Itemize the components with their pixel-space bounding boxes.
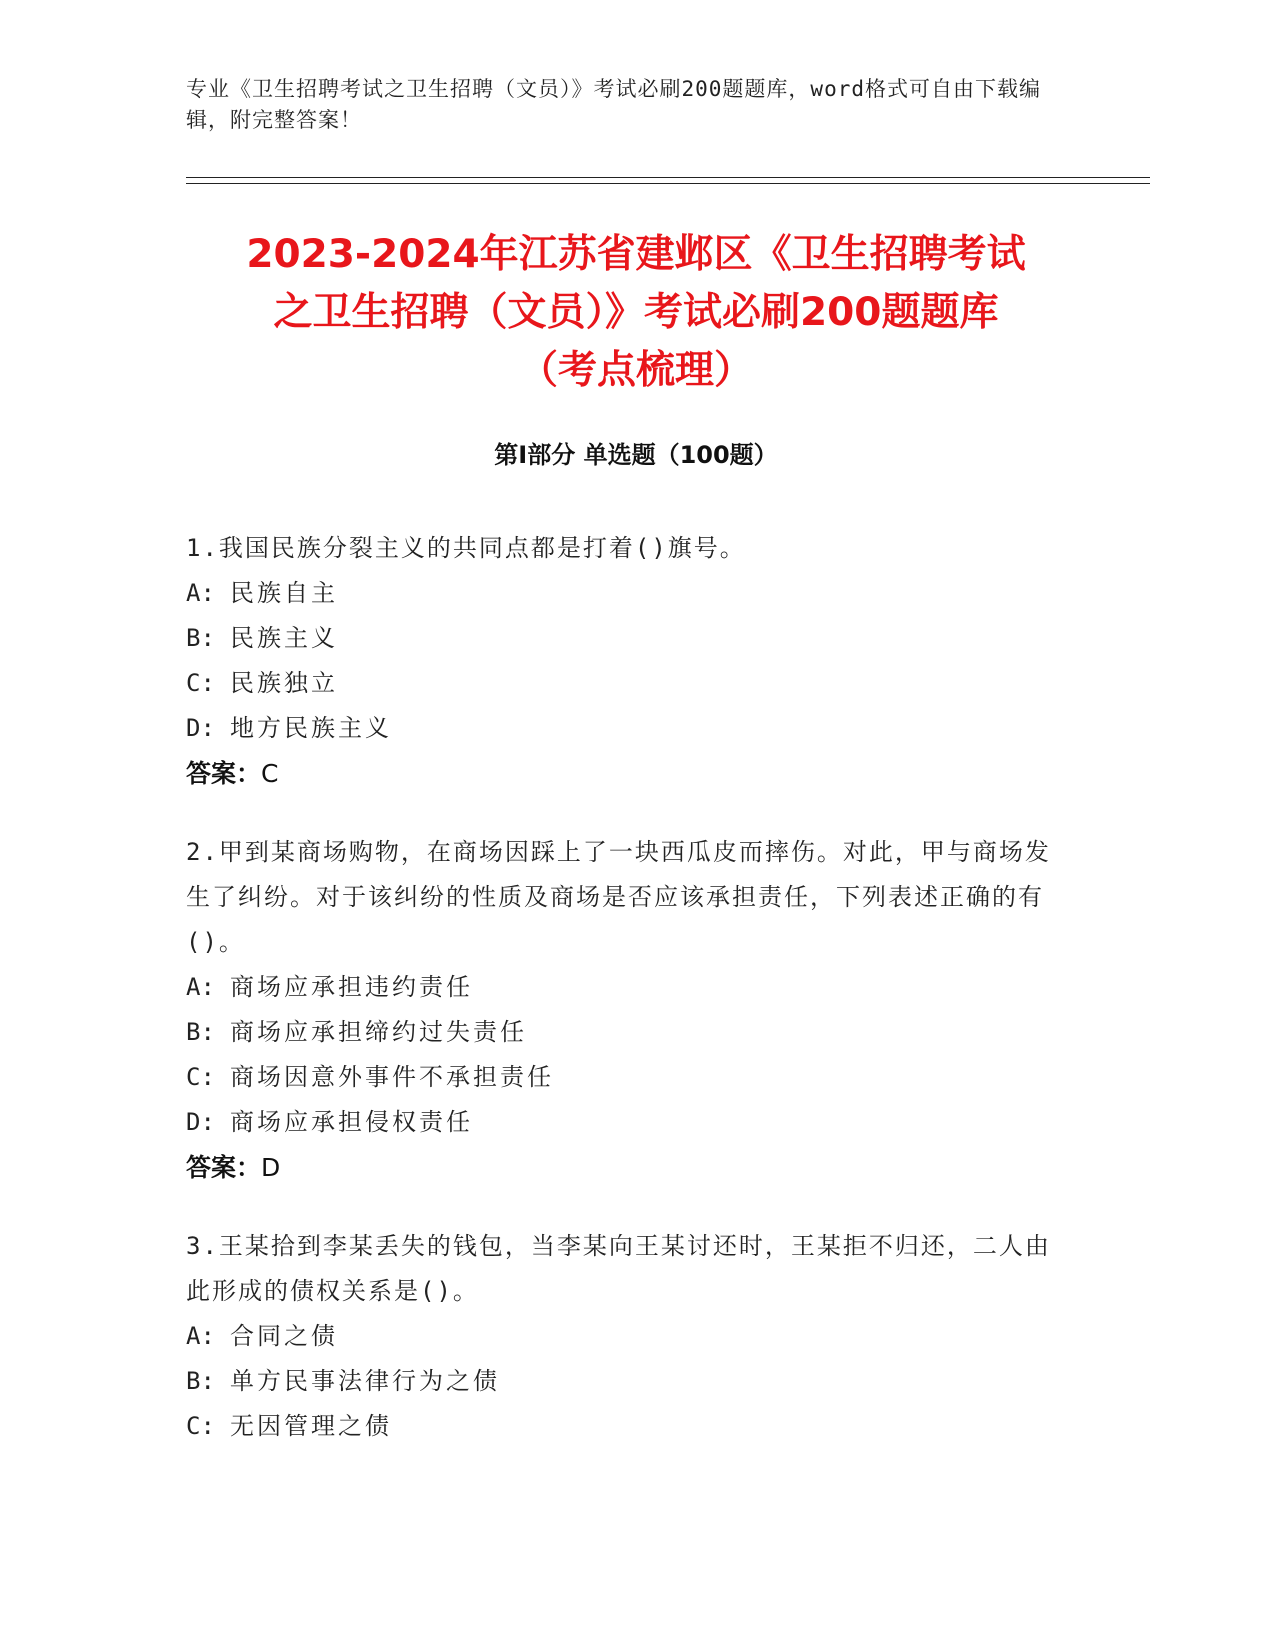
header-rule-top	[186, 177, 1150, 178]
option-key: C:	[186, 1412, 215, 1440]
option-c	[186, 1404, 1056, 1449]
header-note: 专业《卫生招聘考试之卫生招聘（文员）》考试必刷200题题库，word格式可自由下载编辑，附完整答案！	[186, 77, 1041, 132]
document-title	[186, 226, 1086, 400]
option-c	[186, 1055, 1056, 1100]
option-text: 地方民族主义	[230, 714, 392, 742]
question-stem: 1.我国民族分裂主义的共同点都是打着()旗号。	[186, 534, 746, 562]
option-a	[186, 1314, 1056, 1359]
option-key: B:	[186, 624, 215, 652]
answer-value: D	[261, 1153, 281, 1182]
header-rule-bottom	[186, 183, 1150, 184]
option-b	[186, 616, 1056, 661]
option-key: C:	[186, 1063, 215, 1091]
answer-label: 答案：	[186, 759, 262, 788]
option-key: B:	[186, 1018, 215, 1046]
answer-label: 答案：	[186, 1153, 262, 1182]
option-key: C:	[186, 669, 215, 697]
question-stem: 3.王某拾到李某丢失的钱包，当李某向王某讨还时，王某拒不归还，二人由此形成的债权关系是()。	[186, 1232, 1051, 1305]
question-stem: 2.甲到某商场购物，在商场因踩上了一块西瓜皮而摔伤。对此，甲与商场发生了纠纷。对于该纠纷的性质及商场是否应该承担责任，下列表述正确的有()。	[186, 838, 1051, 956]
title-line-1: 2023-2024年江苏省建邺区《卫生招聘考试	[246, 232, 1026, 277]
section-title: 第Ⅰ部分 单选题（100题）	[494, 441, 778, 469]
option-text: 民族主义	[230, 624, 338, 652]
question-1	[186, 526, 1056, 796]
question-list	[186, 526, 1056, 1483]
answer-line	[186, 1145, 1056, 1190]
option-text: 单方民事法律行为之债	[230, 1367, 500, 1395]
option-d	[186, 1100, 1056, 1145]
option-a	[186, 965, 1056, 1010]
question-3	[186, 1224, 1056, 1449]
title-line-2: 之卫生招聘（文员）》考试必刷200题题库	[273, 290, 999, 335]
option-key: A:	[186, 1322, 215, 1350]
answer-value: C	[261, 759, 279, 788]
option-key: D:	[186, 714, 215, 742]
answer-line	[186, 751, 1056, 796]
option-key: D:	[186, 1108, 215, 1136]
option-text: 无因管理之债	[230, 1412, 392, 1440]
option-key: A:	[186, 579, 215, 607]
option-text: 商场应承担侵权责任	[230, 1108, 473, 1136]
option-text: 商场因意外事件不承担责任	[230, 1063, 554, 1091]
option-key: A:	[186, 973, 215, 1001]
option-text: 民族自主	[230, 579, 338, 607]
option-b	[186, 1359, 1056, 1404]
option-b	[186, 1010, 1056, 1055]
option-key: B:	[186, 1367, 215, 1395]
option-a	[186, 571, 1056, 616]
option-text: 合同之债	[230, 1322, 338, 1350]
option-text: 商场应承担违约责任	[230, 973, 473, 1001]
title-line-3: （考点梳理）	[518, 348, 753, 393]
option-d	[186, 706, 1056, 751]
question-2	[186, 830, 1056, 1190]
option-c	[186, 661, 1056, 706]
option-text: 商场应承担缔约过失责任	[230, 1018, 527, 1046]
option-text: 民族独立	[230, 669, 338, 697]
